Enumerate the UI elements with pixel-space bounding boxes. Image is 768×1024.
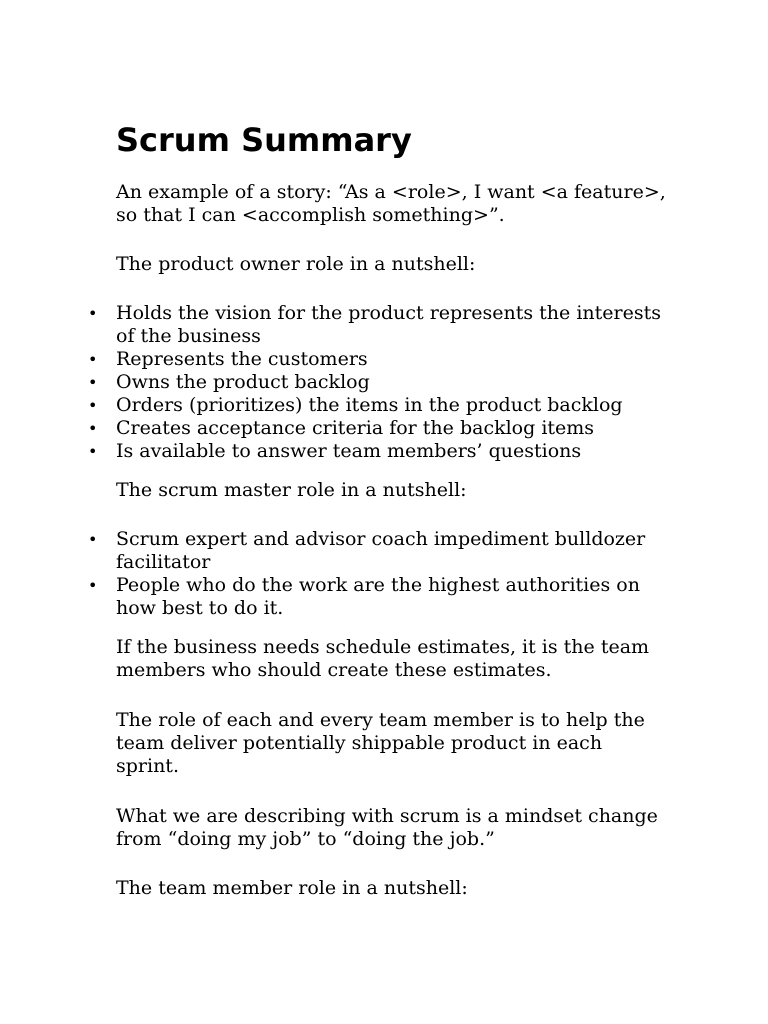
list-item bbox=[0, 574, 660, 620]
bullet-icon: • bbox=[88, 396, 98, 415]
product-owner-list bbox=[0, 302, 660, 463]
list-item-text: of the business bbox=[116, 325, 261, 347]
list-item-text: Owns the product backlog bbox=[116, 371, 370, 393]
bullet-icon: • bbox=[88, 304, 98, 323]
team-member-heading bbox=[116, 877, 656, 900]
scrum-master-list bbox=[0, 528, 660, 620]
bullet-icon: • bbox=[88, 350, 98, 369]
mindset-paragraph bbox=[116, 805, 656, 851]
story-example-line-1: An example of a story: “As a <role>, I want <a feature>, bbox=[116, 181, 666, 203]
list-item-text: Represents the customers bbox=[116, 348, 368, 370]
scrum-master-heading-text: The scrum master role in a nutshell: bbox=[116, 479, 467, 501]
product-owner-heading bbox=[116, 253, 656, 276]
list-item bbox=[0, 371, 660, 394]
list-item-text: Creates acceptance criteria for the backlog items bbox=[116, 417, 595, 439]
bullet-icon: • bbox=[88, 576, 98, 595]
list-item-text: Orders (prioritizes) the items in the product backlog bbox=[116, 394, 623, 416]
product-owner-heading-text: The product owner role in a nutshell: bbox=[116, 253, 476, 275]
bullet-icon: • bbox=[88, 530, 98, 549]
team-role-line: The role of each and every team member is to help the bbox=[116, 709, 645, 731]
list-item-text: facilitator bbox=[116, 551, 211, 573]
mindset-line: from “doing my job” to “doing the job.” bbox=[116, 828, 495, 850]
list-item bbox=[0, 394, 660, 417]
list-item bbox=[0, 528, 660, 574]
list-item-text: Holds the vision for the product represents the interests bbox=[116, 302, 661, 324]
list-item bbox=[0, 348, 660, 371]
story-example-paragraph bbox=[116, 181, 666, 227]
team-member-heading-text: The team member role in a nutshell: bbox=[116, 877, 468, 899]
list-item-text: Is available to answer team members’ questions bbox=[116, 440, 582, 462]
estimates-paragraph bbox=[116, 636, 656, 682]
list-item-text: People who do the work are the highest authorities on bbox=[116, 574, 640, 596]
bullet-icon: • bbox=[88, 419, 98, 438]
scrum-master-heading bbox=[116, 479, 656, 502]
list-item-text: Scrum expert and advisor coach impediment bulldozer bbox=[116, 528, 646, 550]
estimates-line: If the business needs schedule estimates, it is the team bbox=[116, 636, 650, 658]
team-role-paragraph bbox=[116, 709, 656, 778]
story-example-line-2: so that I can <accomplish something>”. bbox=[116, 204, 505, 226]
estimates-line: members who should create these estimates. bbox=[116, 659, 552, 681]
list-item bbox=[0, 417, 660, 440]
list-item-text: how best to do it. bbox=[116, 597, 284, 619]
team-role-line: sprint. bbox=[116, 755, 179, 777]
list-item bbox=[0, 440, 660, 463]
bullet-icon: • bbox=[88, 442, 98, 461]
team-role-line: team deliver potentially shippable product in each bbox=[116, 732, 603, 754]
list-item bbox=[0, 302, 660, 348]
page-title: Scrum Summary bbox=[116, 121, 412, 159]
mindset-line: What we are describing with scrum is a mindset change bbox=[116, 805, 658, 827]
bullet-icon: • bbox=[88, 373, 98, 392]
